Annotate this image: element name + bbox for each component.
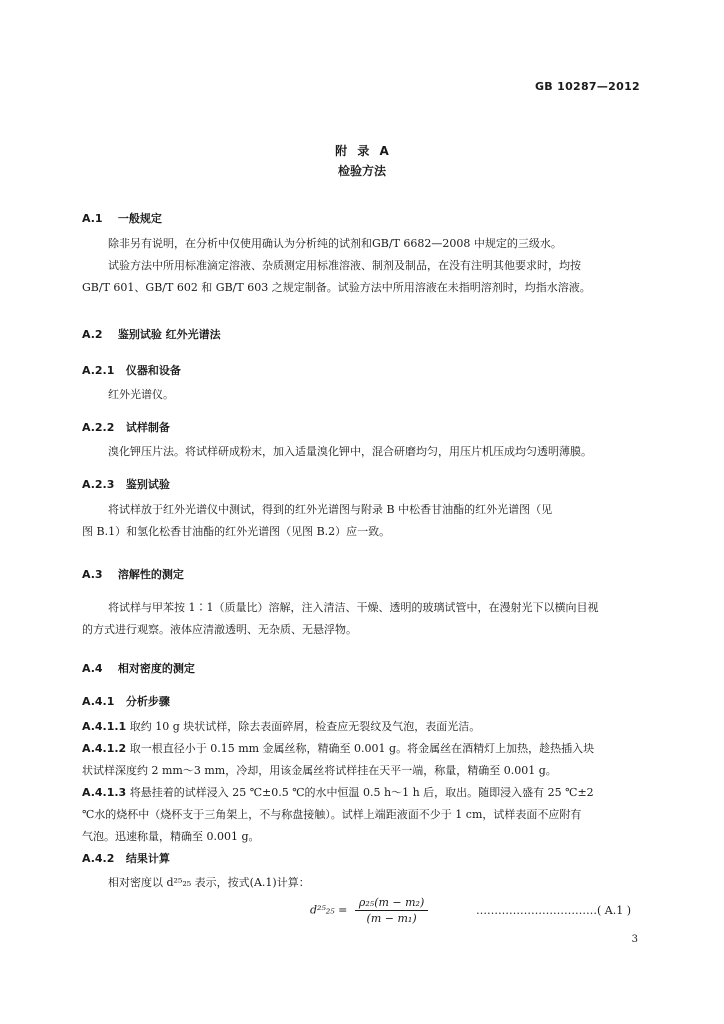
step-number: A.4.1.2	[82, 742, 127, 755]
annex-label: 附 录 A	[335, 144, 389, 158]
paragraph-line: GB/T 601、GB/T 602 和 GB/T 603 之规定制备。试验方法中所用溶液在未指明溶剂时，均指水溶液。	[82, 281, 591, 294]
step-text: 取约 10 g 块状试样，除去表面碎屑，检查应无裂纹及气泡，表面光洁。	[129, 720, 481, 733]
section-a4-heading	[82, 660, 195, 676]
step-text: 将悬挂着的试样浸入 25 ℃±0.5 ℃的水中恒温 0.5 h～1 h 后，取出。随即浸入盛有 25 ℃±2	[129, 786, 594, 799]
section-title: 一般规定	[117, 212, 162, 225]
section-a21-heading	[82, 362, 181, 378]
section-title: 溶解性的测定	[117, 568, 184, 581]
section-number: A.2.3	[82, 478, 115, 491]
section-a22-body	[82, 441, 642, 463]
step-number: A.4.1.3	[82, 786, 127, 799]
paragraph-line: 图 B.1）和氢化松香甘油酯的红外光谱图（见图 B.2）应一致。	[82, 525, 391, 538]
section-a21-body	[82, 384, 642, 406]
step-text: 取一根直径小于 0.15 mm 金属丝称，精确至 0.001 g。将金属丝在酒精灯上加热，趁热插入块	[129, 742, 595, 755]
section-a3-body	[82, 597, 642, 641]
section-title: 结果计算	[125, 852, 170, 865]
paragraph-line: 将试样与甲苯按 1∶1（质量比）溶解，注入清洁、干燥、透明的玻璃试管中，在漫射光下以横向目视	[108, 601, 599, 614]
formula-a1	[310, 896, 428, 925]
step-text: 状试样深度约 2 mm～3 mm，冷却，用该金属丝将试样挂在天平一端，称量，精确至 0.001 g。	[82, 764, 557, 777]
section-title: 试样制备	[125, 421, 170, 434]
section-number: A.4.1	[82, 695, 115, 708]
section-number: A.3	[82, 568, 103, 581]
standard-code: GB 10287—2012	[534, 80, 640, 93]
formula-numerator: ρ₂₅(m − m₂)	[355, 896, 428, 911]
section-a42-body	[82, 872, 642, 894]
step-number: A.4.1.1	[82, 720, 127, 733]
section-a1-body	[82, 233, 642, 299]
section-number: A.2	[82, 328, 103, 341]
step-text: ℃水的烧杯中（烧杯支于三角架上，不与称盘接触）。试样上端距液面不少于 1 cm，试样表面不应附有	[82, 808, 582, 821]
equation-number: ……………………………( A.1 )	[476, 904, 632, 917]
step-text: 气泡。迅速称量，精确至 0.001 g。	[82, 830, 260, 843]
formula-lhs: d²⁵₂₅ =	[310, 903, 348, 917]
page-number: 3	[631, 934, 638, 945]
paragraph-line: 溴化钾压片法。将试样研成粉末，加入适量溴化钾中，混合研磨均匀，用压片机压成均匀透明薄膜。	[108, 445, 592, 458]
section-number: A.2.1	[82, 364, 115, 377]
step-a411	[82, 716, 642, 738]
section-a3-heading	[82, 566, 184, 582]
step-a412	[82, 738, 642, 782]
section-title: 分析步骤	[125, 695, 170, 708]
paragraph-line: 将试样放于红外光谱仪中测试，得到的红外光谱图与附录 B 中松香甘油酯的红外光谱图（见	[108, 503, 553, 516]
section-title: 仪器和设备	[125, 364, 181, 377]
paragraph-line: 红外光谱仪。	[108, 388, 174, 401]
paragraph-line: 的方式进行观察。液体应清澈透明、无杂质、无悬浮物。	[82, 623, 357, 636]
section-a1-heading	[82, 210, 162, 226]
formula-denominator: (m − m₁)	[366, 912, 417, 925]
section-title: 相对密度的测定	[117, 662, 195, 675]
paragraph-line: 试验方法中所用标准滴定溶液、杂质测定用标准溶液、制剂及制品，在没有注明其他要求时，均按	[108, 259, 581, 272]
section-number: A.4.2	[82, 852, 115, 865]
section-a23-heading	[82, 476, 170, 492]
section-title: 鉴别试验 红外光谱法	[117, 328, 221, 341]
section-a41-heading	[82, 693, 170, 709]
section-number: A.4	[82, 662, 103, 675]
section-number: A.2.2	[82, 421, 115, 434]
section-number: A.1	[82, 212, 103, 225]
section-a22-heading	[82, 419, 170, 435]
paragraph-line: 除非另有说明，在分析中仅使用确认为分析纯的试剂和GB/T 6682—2008 中规定的三级水。	[108, 237, 562, 250]
annex-title: 检验方法	[337, 164, 386, 178]
paragraph-line: 相对密度以 d²⁵₂₅ 表示，按式(A.1)计算：	[108, 876, 310, 889]
formula-fraction	[355, 896, 428, 925]
step-a413	[82, 782, 642, 848]
section-a2-heading	[82, 326, 221, 342]
section-a23-body	[82, 499, 642, 543]
section-a42-heading	[82, 850, 170, 866]
section-title: 鉴别试验	[125, 478, 170, 491]
